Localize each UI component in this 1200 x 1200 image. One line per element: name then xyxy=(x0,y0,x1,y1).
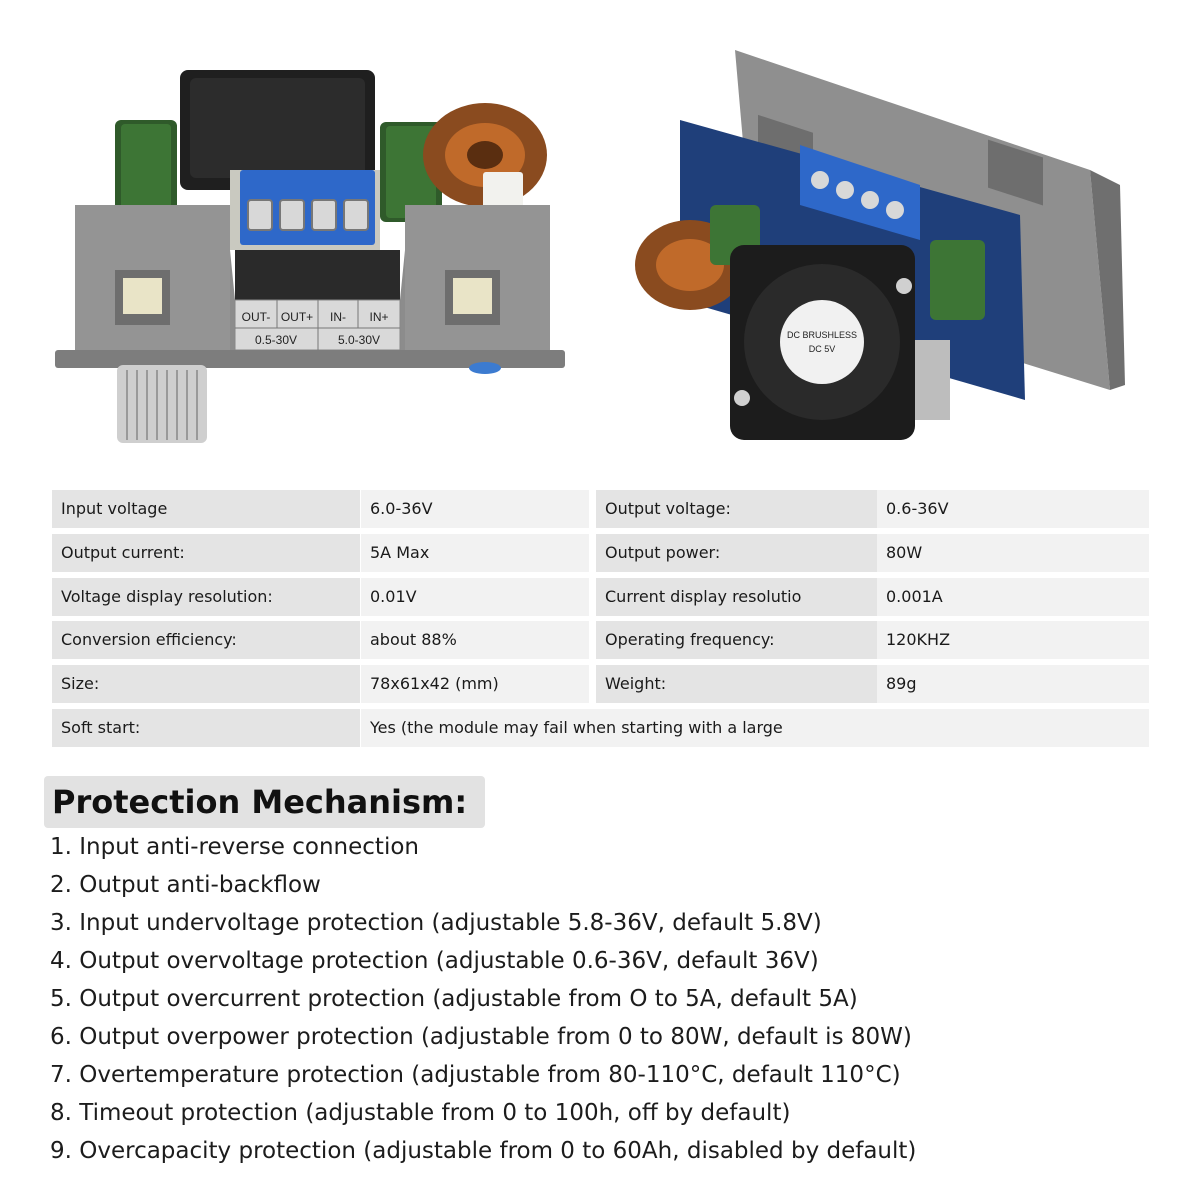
spec-label: Conversion efficiency: xyxy=(52,621,360,659)
spec-label: Output voltage: xyxy=(596,490,877,528)
spec-label: Output power: xyxy=(596,534,877,572)
protection-item: 4. Output overvoltage protection (adjustable 0.6-36V, default 36V) xyxy=(50,948,819,974)
protection-item: 8. Timeout protection (adjustable from 0 to 100h, off by default) xyxy=(50,1100,791,1126)
spec-value: 80W xyxy=(877,534,1149,572)
protection-item: 9. Overcapacity protection (adjustable from 0 to 60Ah, disabled by default) xyxy=(50,1138,917,1164)
product-photos xyxy=(0,0,1200,470)
spec-label: Operating frequency: xyxy=(596,621,877,659)
spec-value: Yes (the module may fail when starting with a large xyxy=(361,709,1149,747)
protection-item: 1. Input anti-reverse connection xyxy=(50,834,419,860)
spec-value: 0.6-36V xyxy=(877,490,1149,528)
terminal-label: OUT+ xyxy=(280,310,314,324)
protection-list xyxy=(50,828,916,1170)
protection-item: 2. Output anti-backflow xyxy=(50,872,321,898)
spec-value: about 88% xyxy=(361,621,589,659)
spec-label: Current display resolutio xyxy=(596,578,877,616)
spec-value: 78x61x42 (mm) xyxy=(361,665,589,703)
terminal-label: OUT- xyxy=(241,310,271,324)
protection-item: 7. Overtemperature protection (adjustable from 80-110°C, default 110°C) xyxy=(50,1062,901,1088)
fan-label: DC BRUSHLESS xyxy=(786,330,858,340)
spec-value: 5A Max xyxy=(361,534,589,572)
spec-value: 120KHZ xyxy=(877,621,1149,659)
spec-row xyxy=(52,534,1149,572)
protection-item: 3. Input undervoltage protection (adjustable 5.8-36V, default 5.8V) xyxy=(50,910,822,936)
spec-label: Weight: xyxy=(596,665,877,703)
spec-row xyxy=(52,709,1149,747)
range-label: 0.5-30V xyxy=(254,333,298,347)
protection-item: 6. Output overpower protection (adjustable from 0 to 80W, default is 80W) xyxy=(50,1024,912,1050)
spec-value: 6.0-36V xyxy=(361,490,589,528)
spec-value: 89g xyxy=(877,665,1149,703)
spec-label: Output current: xyxy=(52,534,360,572)
spec-row xyxy=(52,665,1149,703)
spec-row xyxy=(52,621,1149,659)
range-label: 5.0-30V xyxy=(337,333,381,347)
spec-value: 0.01V xyxy=(361,578,589,616)
protection-item: 5. Output overcurrent protection (adjustable from O to 5A, default 5A) xyxy=(50,986,858,1012)
spec-label: Size: xyxy=(52,665,360,703)
spec-row xyxy=(52,490,1149,528)
terminal-label: IN+ xyxy=(369,310,389,324)
protection-title: Protection Mechanism: xyxy=(44,776,485,828)
spec-label: Input voltage xyxy=(52,490,360,528)
product-photo-front xyxy=(45,60,575,460)
spec-row xyxy=(52,578,1149,616)
fan-spec: DC 5V xyxy=(808,344,836,354)
spec-label: Voltage display resolution: xyxy=(52,578,360,616)
spec-value: 0.001A xyxy=(877,578,1149,616)
product-photo-rear xyxy=(620,40,1130,460)
terminal-label: IN- xyxy=(330,310,346,324)
spec-label: Soft start: xyxy=(52,709,360,747)
